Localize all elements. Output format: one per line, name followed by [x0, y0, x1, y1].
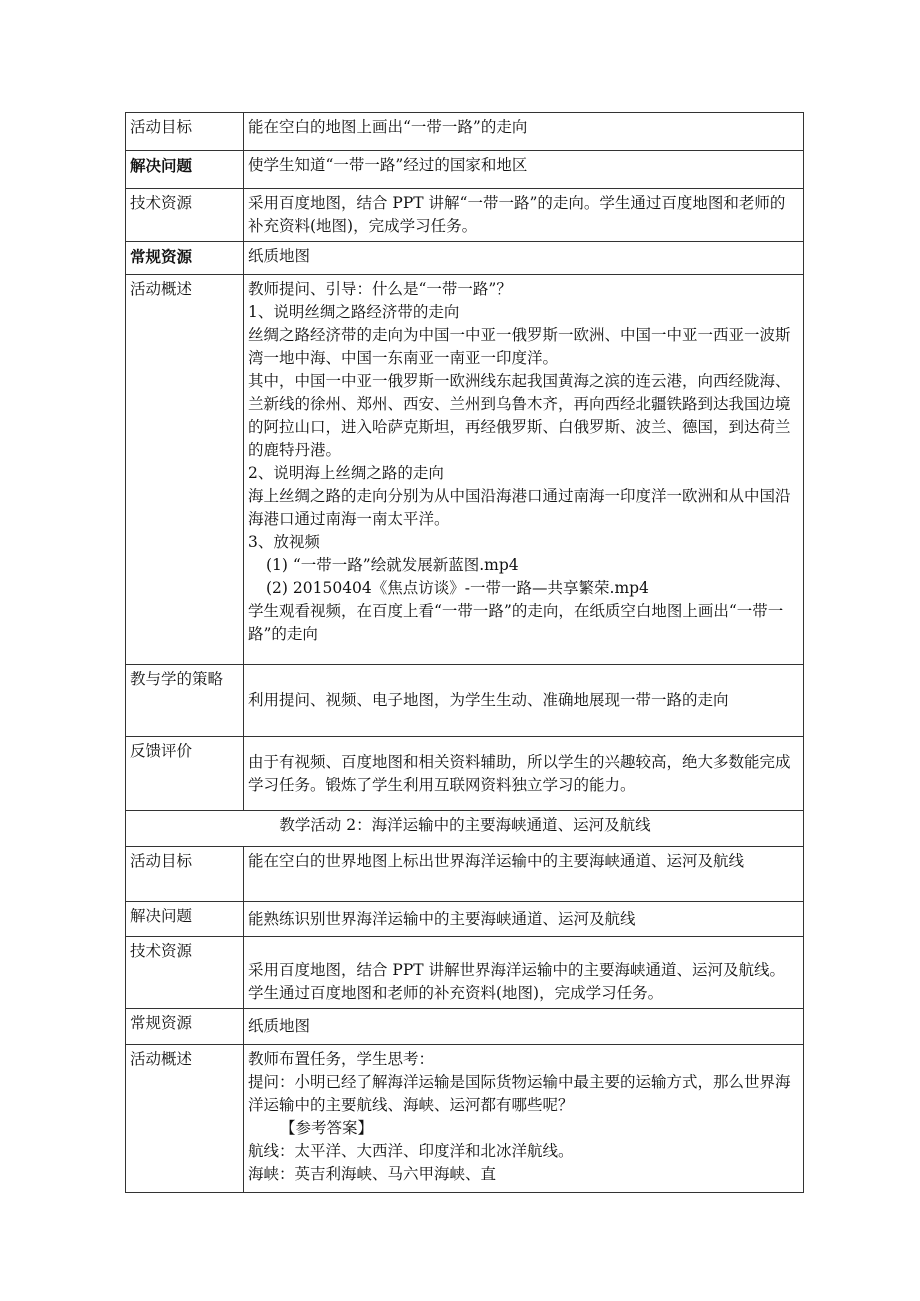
row-value-problem: 使学生知道“一带一路”经过的国家和地区	[244, 151, 804, 189]
lesson-plan-table	[125, 112, 804, 1193]
row-value-regular-2: 纸质地图	[244, 1009, 804, 1045]
overview-line: 教师布置任务，学生思考：	[248, 1050, 435, 1068]
row-label-feedback: 反馈评价	[126, 737, 244, 811]
row-label-strategy: 教与学的策略	[126, 665, 244, 737]
row-value-regular: 纸质地图	[244, 242, 804, 275]
overview-line: 航线：太平洋、大西洋、印度洋和北冰洋航线。	[248, 1142, 574, 1160]
video-item: (2) 20150404《焦点访谈》-一带一路—共享繁荣.mp4	[266, 579, 649, 597]
table-row	[126, 937, 804, 1009]
overview-line: 1、说明丝绸之路经济带的走向	[248, 303, 460, 321]
overview-line: 丝绸之路经济带的走向为中国一中亚一俄罗斯一欧洲、中国一中亚一西亚一波斯湾一地中海、中国一东南亚一南亚一印度洋。	[248, 326, 791, 367]
row-value-overview-2	[244, 1045, 804, 1193]
overview-line: 海峡：英吉利海峡、马六甲海峡、直	[248, 1165, 497, 1183]
row-label-goal-2: 活动目标	[126, 847, 244, 902]
overview-line: 海上丝绸之路的走向分别为从中国沿海港口通过南海一印度洋一欧洲和从中国沿海港口通过南海一南太平洋。	[248, 487, 791, 528]
table-row	[126, 811, 804, 847]
row-value-tech-2: 采用百度地图，结合 PPT 讲解世界海洋运输中的主要海峡通道、运河及航线。学生通过百度地图和老师的补充资料(地图)，完成学习任务。	[244, 937, 804, 1009]
row-label-overview: 活动概述	[126, 275, 244, 665]
row-value-strategy: 利用提问、视频、电子地图，为学生生动、准确地展现一带一路的走向	[244, 665, 804, 737]
table-row	[126, 1009, 804, 1045]
table-row	[126, 275, 804, 665]
row-value-tech: 采用百度地图，结合 PPT 讲解“一带一路”的走向。学生通过百度地图和老师的补充资料(地图)，完成学习任务。	[244, 189, 804, 242]
row-label-problem-2: 解决问题	[126, 902, 244, 937]
row-label-problem: 解决问题	[126, 151, 244, 189]
table-row	[126, 1045, 804, 1193]
overview-line: 3、放视频	[248, 533, 320, 551]
table-row	[126, 737, 804, 811]
answer-heading: 【参考答案】	[280, 1119, 374, 1137]
table-row	[126, 242, 804, 275]
row-label-regular: 常规资源	[126, 242, 244, 275]
activity-heading: 教学活动 2：海洋运输中的主要海峡通道、运河及航线	[126, 811, 804, 847]
row-label-overview-2: 活动概述	[126, 1045, 244, 1193]
row-value-goal-2: 能在空白的世界地图上标出世界海洋运输中的主要海峡通道、运河及航线	[244, 847, 804, 902]
overview-line: 学生观看视频，在百度上看“一带一路”的走向，在纸质空白地图上画出“一带一路”的走向	[248, 602, 784, 643]
row-value-goal: 能在空白的地图上画出“一带一路”的走向	[244, 113, 804, 151]
row-value-overview	[244, 275, 804, 665]
table-row	[126, 189, 804, 242]
row-value-problem-2: 能熟练识别世界海洋运输中的主要海峡通道、运河及航线	[244, 902, 804, 937]
table-row	[126, 113, 804, 151]
row-label-goal: 活动目标	[126, 113, 244, 151]
table-row	[126, 665, 804, 737]
video-item: (1) “一带一路”绘就发展新蓝图.mp4	[266, 556, 519, 574]
table-row	[126, 847, 804, 902]
overview-line: 提问：小明已经了解海洋运输是国际货物运输中最主要的运输方式，那么世界海洋运输中的主要航线、海峡、运河都有哪些呢？	[248, 1073, 791, 1114]
overview-line: 教师提问、引导：什么是“一带一路”？	[248, 280, 512, 298]
table-row	[126, 151, 804, 189]
row-label-regular-2: 常规资源	[126, 1009, 244, 1045]
row-label-tech: 技术资源	[126, 189, 244, 242]
row-label-tech-2: 技术资源	[126, 937, 244, 1009]
row-value-feedback: 由于有视频、百度地图和相关资料辅助，所以学生的兴趣较高，绝大多数能完成学习任务。锻炼了学生利用互联网资料独立学习的能力。	[244, 737, 804, 811]
overview-line: 2、说明海上丝绸之路的走向	[248, 464, 444, 482]
overview-line: 其中，中国一中亚一俄罗斯一欧洲线东起我国黄海之滨的连云港，向西经陇海、兰新线的徐州、郑州、西安、兰州到乌鲁木齐，再向西经北疆铁路到达我国边境的阿拉山口，进入哈萨克斯坦，再经俄罗斯、白俄罗斯、波兰、德国，到达荷兰的鹿特丹港。	[248, 372, 791, 459]
table-row	[126, 902, 804, 937]
